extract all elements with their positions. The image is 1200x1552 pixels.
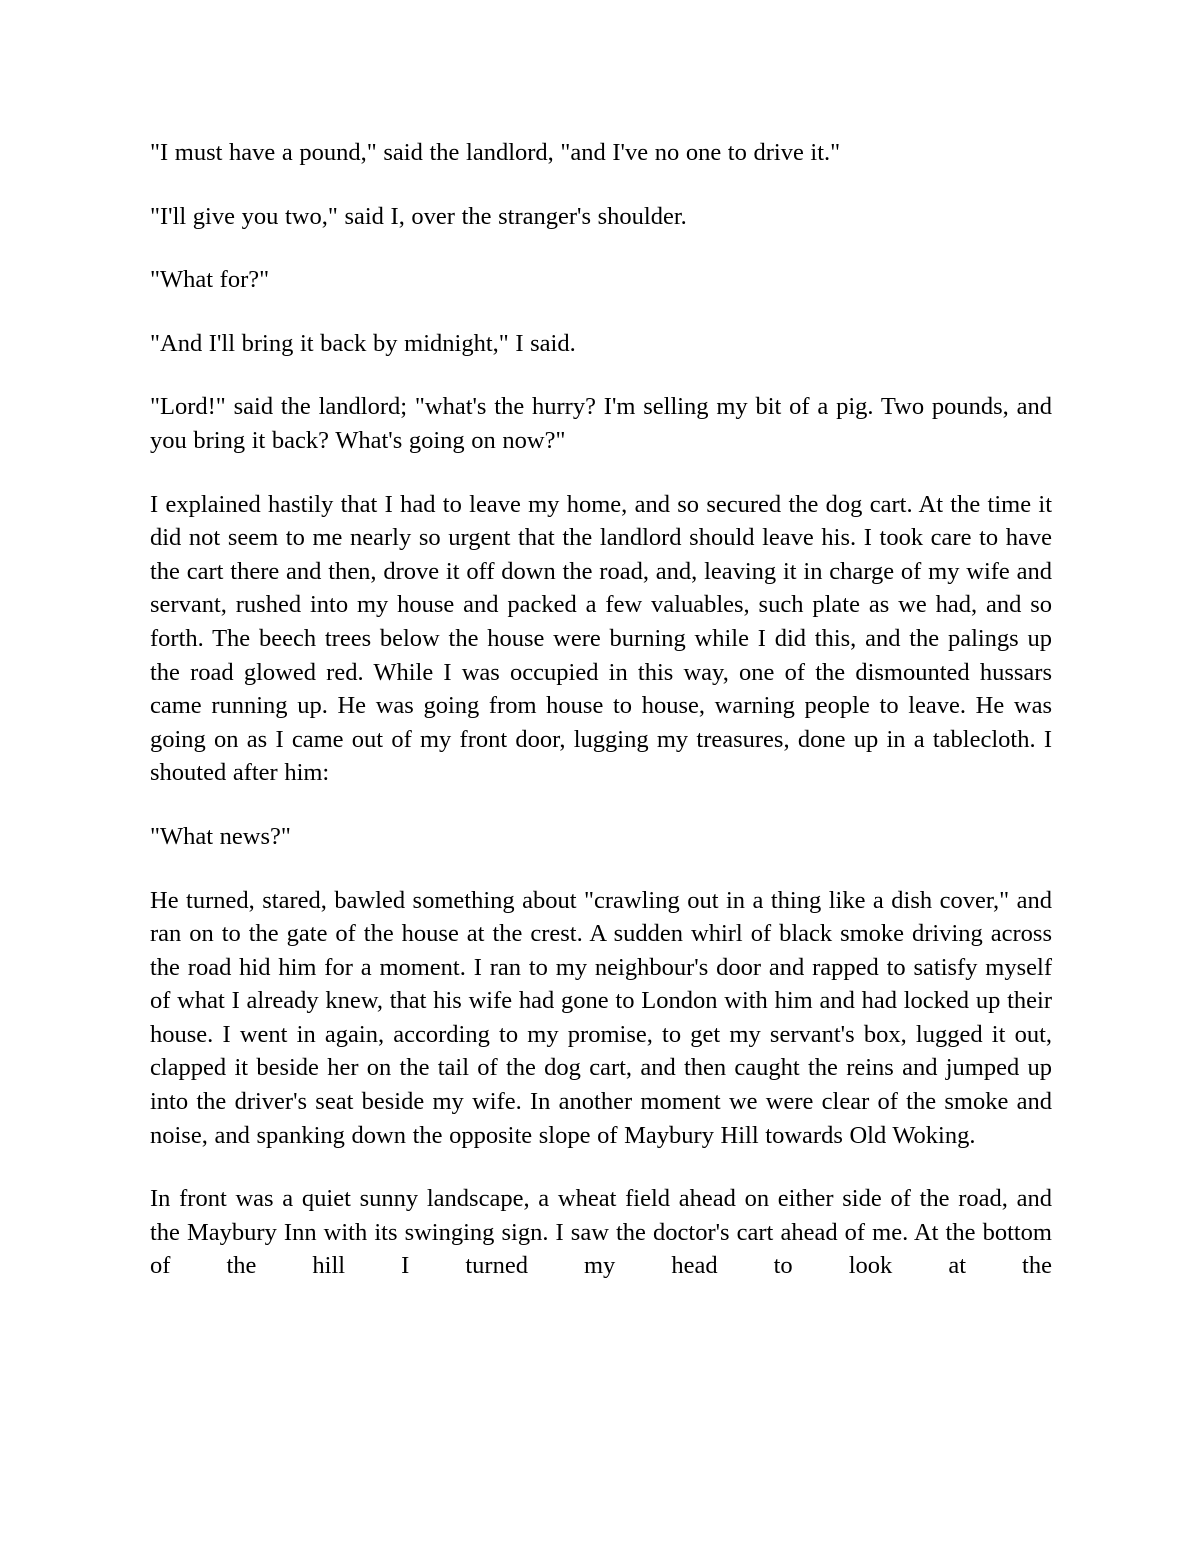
paragraph-dialogue-lord: "Lord!" said the landlord; "what's the hurry? I'm selling my bit of a pig. Two pounds, and you bring it back? What's going on now?" [150, 393, 1052, 454]
paragraph-dialogue-pound: "I must have a pound," said the landlord, "and I've no one to drive it." [150, 139, 841, 166]
paragraph-dialogue-what-for: "What for?" [150, 266, 270, 294]
paragraph-dialogue-what-news: "What news?" [150, 822, 291, 850]
paragraph-dialogue-two: "I'll give you two," said I, over the stranger's shoulder. [150, 202, 687, 230]
paragraph-quiet-landscape: In front was a quiet sunny landscape, a wheat field ahead on either side of the road, and the Maybury Inn with its swinging sign. I saw the doctor's cart ahead of me. At the bottom of the hill I turned my head to look at the [150, 1185, 1052, 1280]
paragraph-dialogue-midnight: "And I'll bring it back by midnight," I said. [150, 329, 576, 357]
paragraph-explained-hastily: I explained hastily that I had to leave my home, and so secured the dog cart. At the time it did not seem to me nearly so urgent that the landlord should leave his. I took care to have the cart there and then, drove it off down the road, and, leaving it in charge of my wife and servant, rushed into my house and packed a few valuables, such plate as we had, and so forth. The beech trees below the house were burning while I did this, and the palings up the road glowed red. While I was occupied in this way, one of the dismounted hussars came running up. He was going from house to house, warning people to leave. He was going on as I came out of my front door, lugging my treasures, done up in a tablecloth. I shouted after him: [150, 490, 1052, 787]
paragraph-he-turned: He turned, stared, bawled something about "crawling out in a thing like a dish cover," and ran on to the gate of the house at the crest. A sudden whirl of black smoke driving across the road hid him for a moment. I ran to my neighbour's door and rapped to satisfy myself of what I already knew, that his wife had gone to London with him and had locked up their house. I went in again, according to my promise, to get my servant's box, lugged it out, clapped it beside her on the tail of the dog cart, and then caught the reins and jumped up into the driver's seat beside my wife. In another moment we were clear of the smoke and noise, and spanking down the opposite slope of Maybury Hill towards Old Woking. [150, 886, 1052, 1149]
